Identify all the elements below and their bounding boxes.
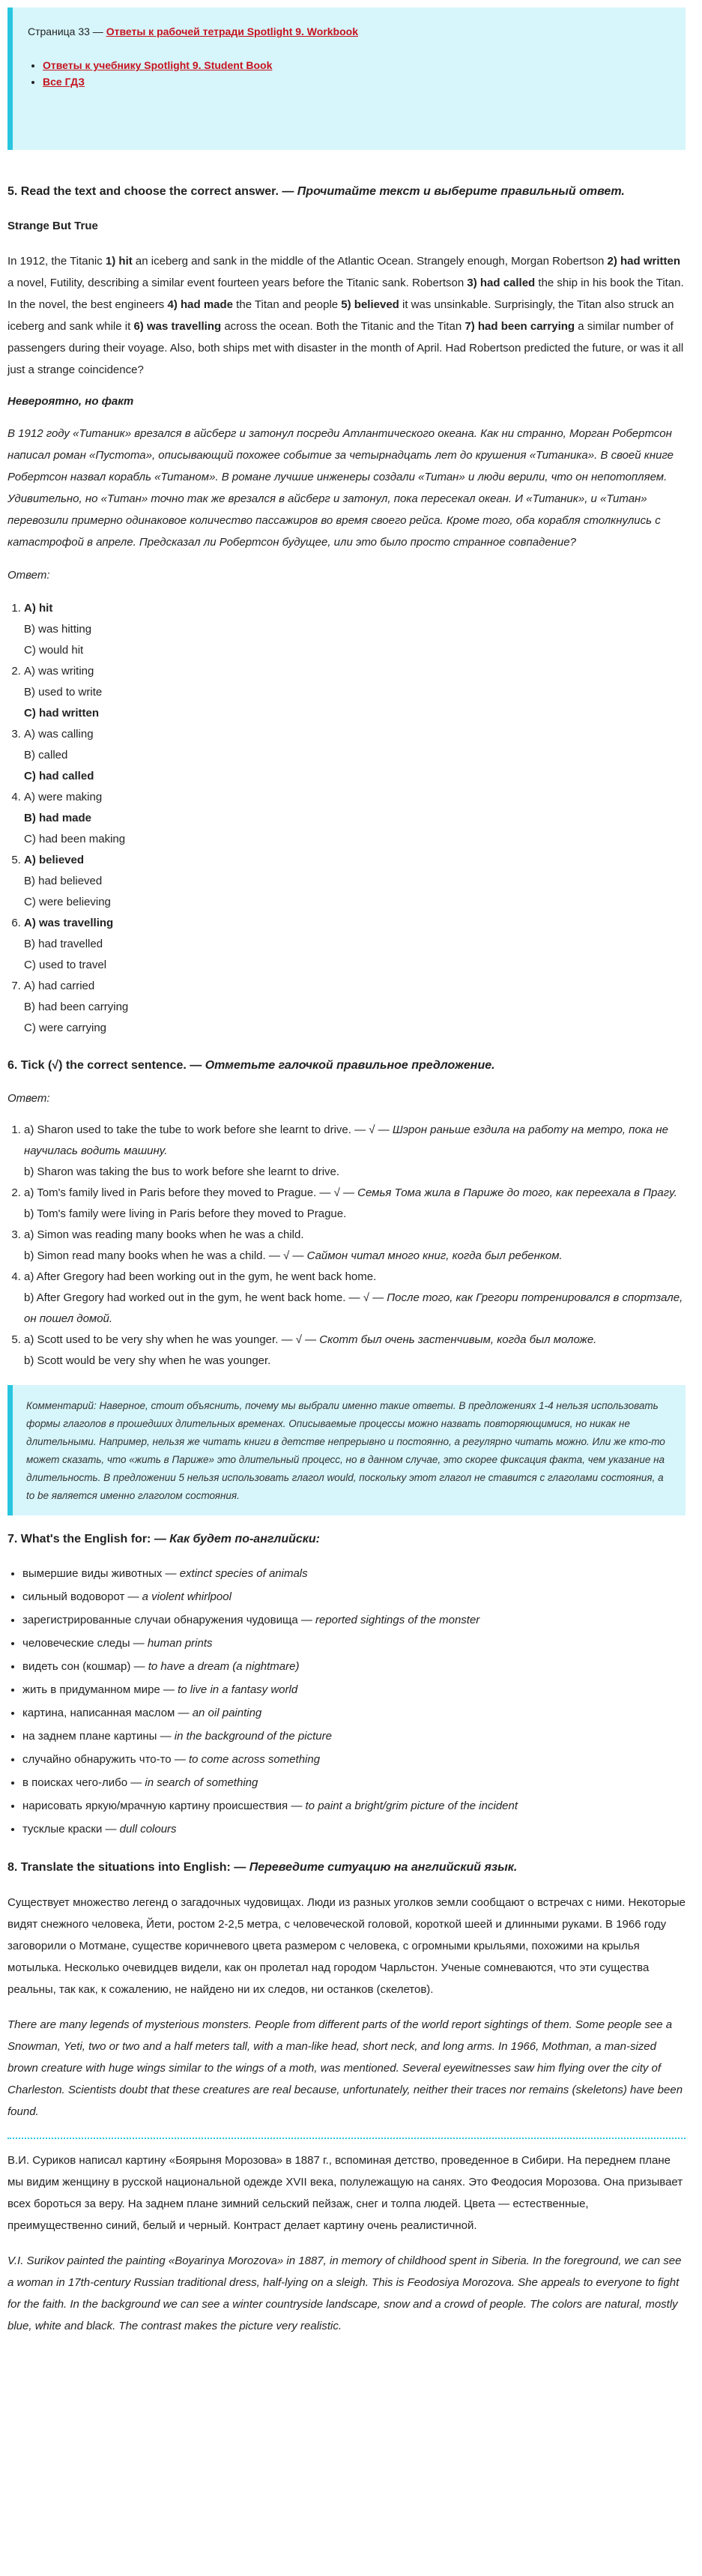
sentence-text: a) After Gregory had been working out in the gym, he went back home. xyxy=(24,1270,377,1283)
sentence-b xyxy=(24,1288,686,1330)
vocab-en: reported sightings of the monster xyxy=(315,1614,480,1626)
vocab-ru: жить в придуманном мире — xyxy=(22,1683,178,1696)
vocab-en: a violent whirlpool xyxy=(142,1590,232,1603)
vocab-ru: видеть сон (кошмар) — xyxy=(22,1660,148,1673)
sentence-a xyxy=(24,1330,686,1351)
vocab-en: an oil painting xyxy=(192,1707,262,1719)
tick-item xyxy=(24,1330,686,1372)
sentence-b xyxy=(24,1204,686,1225)
vocab-item xyxy=(22,1585,686,1608)
sentence-text: a) Scott used to be very shy when he was younger. — √ — xyxy=(24,1333,320,1346)
answer-option: 2. A) was writing xyxy=(24,665,94,678)
answer-option: 1. A) hit xyxy=(24,602,53,615)
answer-option: 4. A) were making xyxy=(24,791,103,803)
all-gdz-link[interactable]: Все ГДЗ xyxy=(43,76,85,88)
gap-answer: 4) had made xyxy=(167,298,234,311)
text-title: Strange But True xyxy=(7,220,98,232)
sentence-translation: Саймон читал много книг, когда был ребенком. xyxy=(306,1249,563,1262)
vocab-en: dull colours xyxy=(119,1823,177,1836)
tick-list xyxy=(7,1120,686,1372)
answer-option: 7. A) had carried xyxy=(24,980,95,992)
task7-heading xyxy=(7,1529,686,1550)
sentence-text: b) After Gregory had worked out in the gym, he went back home. — √ — xyxy=(24,1291,387,1304)
task7-title-ru: Как будет по-английски: xyxy=(169,1533,321,1545)
vocab-ru: тусклые краски — xyxy=(22,1823,120,1836)
page xyxy=(0,7,702,2344)
vocab-ru: случайно обнаружить что-то — xyxy=(22,1753,189,1766)
vocab-item xyxy=(22,1632,686,1655)
sentence-a xyxy=(24,1225,686,1246)
task5-title-ru: Прочитайте текст и выберите правильный ответ. xyxy=(297,185,625,198)
sentence-text: b) Tom's family were living in Paris before they moved to Prague. xyxy=(24,1207,347,1220)
sentence-b xyxy=(24,1162,686,1183)
task8-title-en: 8. Translate the situations into English: — xyxy=(7,1861,249,1874)
vocab-en: to have a dream (a nightmare) xyxy=(148,1660,300,1673)
answer-label: Ответ: xyxy=(7,1092,50,1105)
sentence-b xyxy=(24,1351,686,1372)
vocab-en: in search of something xyxy=(145,1776,258,1789)
gap-answer: 2) had written xyxy=(607,255,681,268)
task7-title-en: 7. What's the English for: — xyxy=(7,1533,170,1545)
answer-option: B) had travelled xyxy=(24,938,103,950)
divider xyxy=(7,2138,686,2139)
answer-option: C) had called xyxy=(24,770,94,782)
tick-item xyxy=(24,1225,686,1267)
vocab-item xyxy=(22,1794,686,1818)
vocab-en: extinct species of animals xyxy=(179,1567,308,1580)
gap-answer: 3) had called xyxy=(467,277,536,289)
sentence-a xyxy=(24,1120,686,1162)
list-item xyxy=(43,73,672,90)
en-translation-2: V.I. Surikov painted the painting «Boyarinya Morozova» in 1887, in memory of childhood spent in Siberia. In the foreground, we can see a woman in 17th-century Russian traditional dress, half-lying on a sleigh. This is Feodosiya Morozova. She appeals to everyone to fight for the faith. In the background we can see a winter countryside landscape, snow and a crowd of people. The colors are natural, mostly blue, white and black. The contrast makes the picture very realistic. xyxy=(7,2254,682,2332)
navigation-box xyxy=(7,7,686,150)
answer-option: C) had written xyxy=(24,707,99,720)
task5-heading xyxy=(7,181,686,202)
answer-option: B) had believed xyxy=(24,875,103,887)
gap-answer: 6) was travelling xyxy=(133,320,222,333)
text-fragment: a novel, Futility, describing a similar event fourteen years before the Titanic sank. Robertson xyxy=(7,277,468,289)
ru-translation: В 1912 году «Титаник» врезался в айсберг и затонул посреди Атлантического океана. Как ни странно, Морган Робертсон написал роман «Пустота», описывающий похожее событие за четырнадцать лет до крушения «Титаника». В своей книге Робертсон назвал корабль «Титаном». В романе лучшие инженеры создали «Титан» и люди верили, что он непотопляем. Удивительно, но «Титан» точно так же врезался в айсберг и затонул, пока пересекал океан. И «Титаник», и «Титан» перевозили примерно одинаковое количество пассажиров во время своего рейса. Кроме того, оба корабля столкнулись с катастрофой в апреле. Предсказал ли Робертсон будущее, или это было просто странное совпадение? xyxy=(7,427,674,549)
sentence-a xyxy=(24,1267,686,1288)
sentence-text: a) Simon was reading many books when he was a child. xyxy=(24,1228,304,1241)
vocab-item xyxy=(22,1818,686,1841)
answer-item xyxy=(24,850,686,913)
gap-answer: 5) believed xyxy=(341,298,399,311)
answer-option: C) used to travel xyxy=(24,959,107,971)
answer-option: C) had been making xyxy=(24,833,126,845)
task5-text xyxy=(7,250,686,381)
sentence-translation: Семья Тома жила в Париже до того, как переехала в Прагу. xyxy=(357,1186,677,1199)
comment-box: Комментарий: Наверное, стоит объяснить, почему мы выбрали именно такие ответы. В предложениях 1-4 нельзя использовать формы глаголов в прошедших длительных временах. Описываемые процессы можно назвать повторяющимися, но никак не длительными. Например, нельзя же читать книги в детстве непрерывно и постоянно, а регулярно читать можно. Или же кто-то может сказать, что «жить в Париже» это длительный процесс, но в данном случае, это скорее фиксация факта, чем указание на длительность. В предложении 5 нельзя использовать глагол would, поскольку этот глагол не ставится с глаголами состояния, а to be является именно глаголом состояния. xyxy=(7,1385,686,1515)
text-fragment: a similar number of passengers during their voyage. Also, both ships met with disaster in the month of April. Had Robertson predicted the future, or was it all just a strange coincidence? xyxy=(7,320,684,376)
sentence-text: b) Simon read many books when he was a child. — √ — xyxy=(24,1249,307,1262)
page-prefix: Страница 33 — xyxy=(28,25,106,37)
vocab-ru: зарегистрированные случаи обнаружения чудовища — xyxy=(22,1614,315,1626)
related-links xyxy=(28,57,672,90)
list-item xyxy=(43,57,672,73)
answer-item xyxy=(24,976,686,1039)
en-translation-1: There are many legends of mysterious monsters. People from different parts of the world report sightings of them. Some people see a Snowman, Yeti, two or two and a half meters tall, with a man-like head, short neck, and long arms. In 1966, Mothman, a man-sized brown creature with huge wings similar to the wings of a moth, was mentioned. Several eyewitnesses saw him flying over the city of Charleston. Scientists doubt that these creatures are real because, unfortunately, neither their traces nor remains (skeletons) have been found. xyxy=(7,2018,683,2118)
task8-title-ru: Переведите ситуацию на английский язык. xyxy=(249,1861,518,1874)
tick-item xyxy=(24,1120,686,1183)
answer-option: 5. A) believed xyxy=(24,854,85,866)
sentence-text: a) Tom's family lived in Paris before they moved to Prague. — √ — xyxy=(24,1186,358,1199)
task6-title-ru: Отметьте галочкой правильное предложение. xyxy=(205,1059,495,1072)
sentence-translation: Скотт был очень застенчивым, когда был моложе. xyxy=(319,1333,597,1346)
vocab-en: to come across something xyxy=(188,1753,321,1766)
answer-option: 6. A) was travelling xyxy=(24,917,114,929)
answer-option: C) were believing xyxy=(24,896,111,908)
vocab-item xyxy=(22,1771,686,1794)
answer-option: C) would hit xyxy=(24,644,84,657)
answer-item xyxy=(24,724,686,787)
sentence-a xyxy=(24,1183,686,1204)
gap-answer: 7) had been carrying xyxy=(465,320,575,333)
task6-heading xyxy=(7,1055,686,1076)
vocab-en: in the background of the picture xyxy=(174,1730,332,1743)
ru-text-title: Невероятно, но факт xyxy=(7,395,134,408)
text-fragment: an iceberg and sank in the middle of the Atlantic Ocean. Strangely enough, Morgan Robertson xyxy=(132,255,608,268)
vocab-list xyxy=(7,1562,686,1841)
answer-option: B) had made xyxy=(24,812,92,824)
vocab-ru: сильный водоворот — xyxy=(22,1590,142,1603)
text-fragment: the ship in his book the Titan. In the novel, the best engineers xyxy=(7,277,684,311)
vocab-item xyxy=(22,1701,686,1725)
answer-option: B) called xyxy=(24,749,68,761)
answer-item xyxy=(24,661,686,724)
vocab-item xyxy=(22,1608,686,1632)
sentence-text: b) Sharon was taking the bus to work before she learnt to drive. xyxy=(24,1165,340,1178)
sentence-translation: Шэрон раньше ездила на работу на метро, пока не научилась водить машину. xyxy=(24,1123,668,1157)
answer-item xyxy=(24,598,686,661)
vocab-ru: картина, написанная маслом — xyxy=(22,1707,193,1719)
text-fragment: In 1912, the Titanic xyxy=(7,255,106,268)
sentence-translation: После того, как Грегори потренировался в спортзале, он пошел домой. xyxy=(24,1291,683,1325)
vocab-item xyxy=(22,1725,686,1748)
vocab-item xyxy=(22,1678,686,1701)
answers-list xyxy=(7,598,686,1039)
ru-situation-2: В.И. Суриков написал картину «Боярыня Морозова» в 1887 г., вспоминая детство, проведенное в Сибири. На переднем плане мы видим женщину в русской национальной одежде XVII века, полулежащую на санях. Это Феодосия Морозова. Она призывает всех бороться за веру. На заднем плане зимний сельский пейзаж, снег и толпа людей. Цвета — естественные, преимущественно синий, белый и черный. Контраст делает картину очень реалистичной. xyxy=(7,2154,683,2232)
vocab-ru: вымершие виды животных — xyxy=(22,1567,180,1580)
vocab-en: human prints xyxy=(147,1637,213,1650)
text-fragment: across the ocean. Both the Titanic and the Titan xyxy=(221,320,465,333)
vocab-item xyxy=(22,1655,686,1678)
sentence-text: b) Scott would be very shy when he was younger. xyxy=(24,1354,271,1367)
tick-item xyxy=(24,1183,686,1225)
gap-answer: 1) hit xyxy=(105,255,133,268)
tick-item xyxy=(24,1267,686,1330)
answer-option: B) was hitting xyxy=(24,623,92,636)
workbook-link[interactable]: Ответы к рабочей тетради Spotlight 9. Workbook xyxy=(106,25,358,37)
answer-item xyxy=(24,913,686,976)
vocab-en: to live in a fantasy world xyxy=(178,1683,298,1696)
text-fragment: the Titan and people xyxy=(233,298,342,311)
answer-option: B) had been carrying xyxy=(24,1001,129,1013)
student-book-link[interactable]: Ответы к учебнику Spotlight 9. Student Book xyxy=(43,59,273,71)
vocab-item xyxy=(22,1562,686,1585)
vocab-en: to paint a bright/grim picture of the incident xyxy=(305,1800,518,1812)
task8-heading xyxy=(7,1857,686,1878)
sentence-text: a) Sharon used to take the tube to work before she learnt to drive. — √ — xyxy=(24,1123,393,1136)
ru-situation-1: Существует множество легенд о загадочных чудовищах. Люди из разных уголков земли сообщают о встречах с ними. Некоторые видят снежного человека, Йети, ростом 2-2,5 метра, с человеческой головой, короткой шеей и длинными руками. В 1966 году заговорили о Мотмане, существе коричневого цвета размером с человека, с огромными крыльями, похожими на крылья мотылька. Несколько очевидцев видели, как он пролетал над городом Чарльстон. Ученые сомневаются, что эти существа реальны, так как, к сожалению, не найдено ни их следов, ни останков (скелетов). xyxy=(7,1896,686,1996)
text-fragment: it was unsinkable. Surprisingly, the Titan also struck an iceberg and sank while it xyxy=(7,298,674,333)
breadcrumb xyxy=(28,22,672,40)
vocab-ru: человеческие следы — xyxy=(22,1637,148,1650)
answer-option: B) used to write xyxy=(24,686,103,699)
vocab-ru: нарисовать яркую/мрачную картину происшествия — xyxy=(22,1800,306,1812)
task5-title-en: 5. Read the text and choose the correct answer. — xyxy=(7,185,297,198)
vocab-item xyxy=(22,1748,686,1771)
answer-option: C) were carrying xyxy=(24,1022,107,1034)
answer-option: 3. A) was calling xyxy=(24,728,94,740)
answer-item xyxy=(24,787,686,850)
vocab-ru: на заднем плане картины — xyxy=(22,1730,175,1743)
task6-title-en: 6. Tick (√) the correct sentence. — xyxy=(7,1059,205,1072)
answer-label: Ответ: xyxy=(7,569,50,582)
sentence-b xyxy=(24,1246,686,1267)
vocab-ru: в поисках чего-либо — xyxy=(22,1776,145,1789)
